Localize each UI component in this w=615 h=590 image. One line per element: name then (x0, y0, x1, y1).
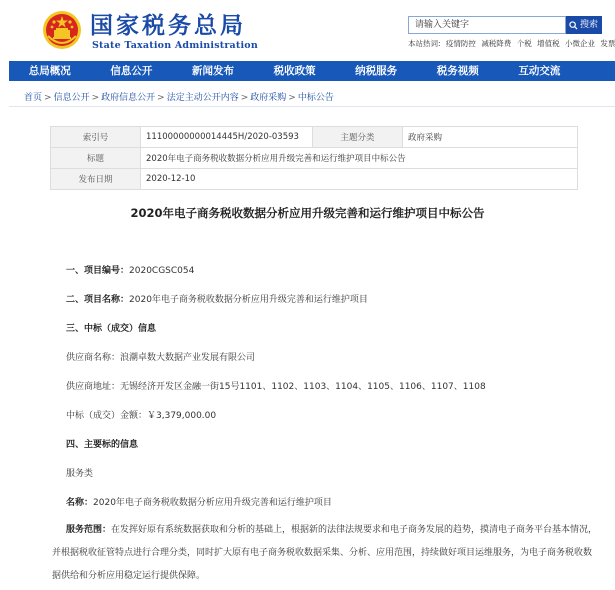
hot-word-link[interactable]: 增值税 (537, 39, 560, 48)
title-label: 标题 (51, 148, 141, 169)
hot-word-link[interactable]: 减税降费 (481, 39, 512, 48)
breadcrumb-info-disclosure[interactable]: 信息公开 (53, 93, 90, 103)
hot-word-link[interactable]: 疫情防控 (445, 39, 476, 48)
search-icon (569, 21, 578, 30)
project-number-label: 一、项目编号： (66, 266, 130, 276)
category-value: 政府采购 (403, 127, 578, 148)
project-number (66, 263, 194, 276)
supplier-address: 供应商地址：无锡经济开发区金融一街15号1101、1102、1103、1104、1105、1106、1107、1108 (66, 382, 486, 392)
nav-item-interaction[interactable]: 互动交流 (518, 65, 561, 77)
hot-word-link[interactable]: 发票 (600, 39, 615, 48)
index-label: 索引号 (51, 127, 141, 148)
breadcrumb (24, 90, 334, 103)
search-input[interactable]: 请输入关键字 (408, 16, 566, 34)
hot-words (408, 38, 615, 49)
subject-name (66, 495, 332, 508)
breadcrumb-statutory[interactable]: 法定主动公开内容 (166, 93, 239, 103)
breadcrumb-procurement[interactable]: 政府采购 (250, 93, 287, 103)
award-info-heading (66, 321, 156, 334)
project-name (66, 292, 368, 305)
breadcrumb-gov-info[interactable]: 政府信息公开 (101, 93, 156, 103)
national-emblem-icon[interactable] (42, 10, 82, 50)
breadcrumb-separator: > (240, 93, 249, 103)
main-nav (9, 61, 615, 81)
hot-word-link[interactable]: 个税 (516, 39, 532, 48)
award-amount: 中标（成交）金额：￥3,379,000.00 (66, 411, 217, 421)
site-subtitle: State Taxation Administration (92, 40, 258, 51)
service-scope (52, 519, 600, 588)
hot-word-link[interactable]: 小微企业 (564, 39, 595, 48)
project-number-value: 2020CGSC054 (129, 266, 195, 276)
category-label: 主题分类 (313, 127, 403, 148)
breadcrumb-home[interactable]: 首页 (24, 93, 43, 103)
breadcrumb-award-notice[interactable]: 中标公告 (297, 93, 334, 103)
subject-name-value: 2020年电子商务税收数据分析应用升级完善和运行维护项目 (93, 498, 332, 508)
breadcrumb-separator: > (288, 93, 296, 103)
breadcrumb-separator: > (44, 93, 52, 103)
date-label: 发布日期 (51, 169, 141, 190)
service-scope-text: 在发挥好原有系统数据获取和分析的基础上，根据新的法律法规要求和电子商务发展的趋势，摸清电子商务平台基本情况，并根据税收征管特点进行合理分类，同时扩大原有电子商务税收数据采集、分析、应用范围，持续做好项目运维服务，为电子商务税收数据供给和分析应用稳定运行提供保障。 (52, 525, 598, 581)
date-value: 2020-12-10 (141, 169, 578, 190)
supplier-name: 供应商名称：浪潮卓数大数据产业发展有限公司 (66, 353, 256, 363)
site-header (0, 0, 615, 60)
nav-item-news[interactable]: 新闻发布 (191, 65, 234, 77)
breadcrumb-separator: > (157, 93, 165, 103)
service-type: 服务类 (66, 469, 94, 479)
index-value: 111000000000144​45H/2020-03593 (141, 127, 313, 148)
site-title[interactable]: 国家税务总局 (90, 12, 246, 39)
nav-item-info-disclosure[interactable]: 信息公开 (110, 65, 153, 77)
search-button[interactable] (566, 16, 602, 34)
hot-words-label: 本站热词: (408, 39, 441, 48)
nav-item-overview[interactable]: 总局概况 (28, 65, 71, 77)
subject-name-label: 名称： (66, 498, 94, 508)
service-scope-label: 服务范围： (66, 525, 112, 535)
main-subject-heading (66, 437, 138, 450)
title-value: 2020年电子商务税收数据分析应用升级完善和运行维护项目中标公告 (141, 148, 578, 169)
project-name-value: 2020年电子商务税收数据分析应用升级完善和运行维护项目 (129, 295, 368, 305)
breadcrumb-divider (9, 106, 615, 107)
breadcrumb-separator: > (91, 93, 100, 103)
nav-item-tax-video[interactable]: 税务视频 (436, 65, 479, 77)
nav-item-taxpayer-service[interactable]: 纳税服务 (355, 65, 398, 77)
nav-item-tax-policy[interactable]: 税收政策 (273, 65, 316, 77)
main-subject-heading-text: 四、主要标的信息 (66, 440, 139, 450)
document-meta-table (50, 126, 578, 190)
search-button-label: 搜索 (580, 20, 599, 30)
award-info-heading-text: 三、中标（成交）信息 (66, 324, 157, 334)
article-title: 2020年电子商务税收数据分析应用升级完善和运行维护项目中标公告 (130, 206, 485, 220)
project-name-label: 二、项目名称： (66, 295, 130, 305)
